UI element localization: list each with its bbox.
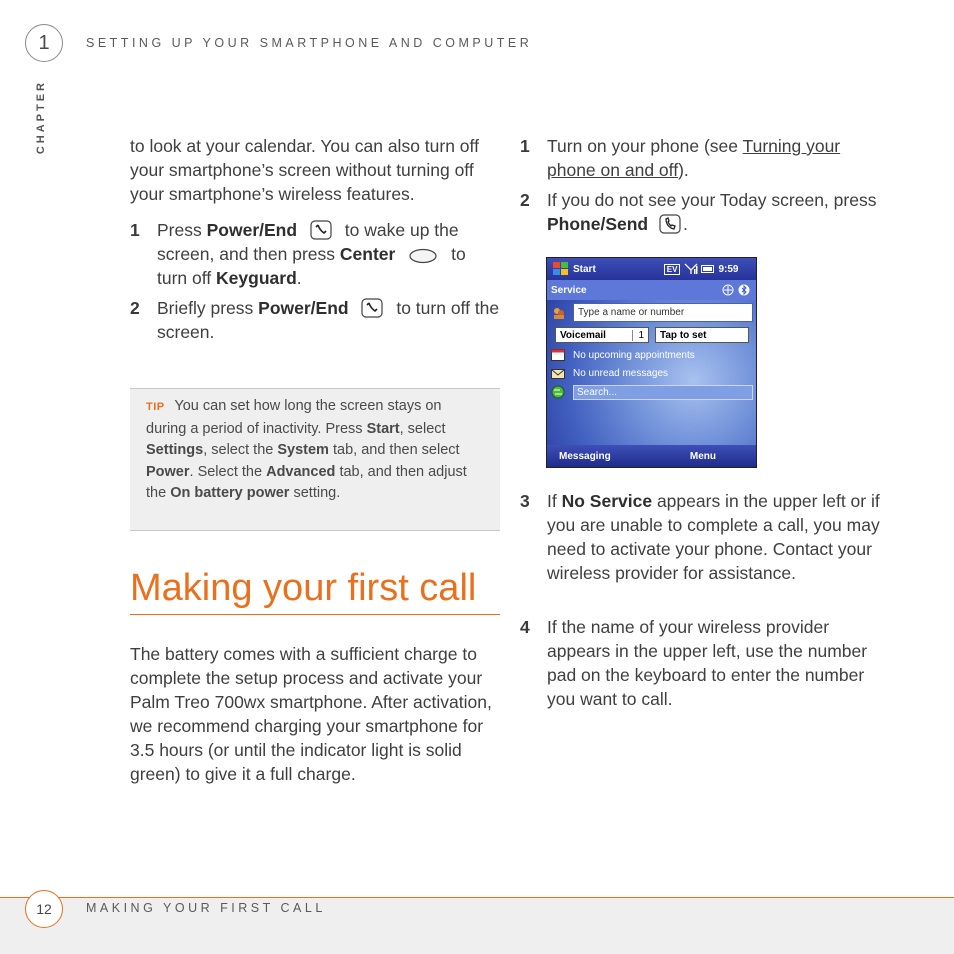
step-text: Turn on your phone (see [547,136,738,156]
search-text: Search... [577,386,618,398]
bluetooth-icon[interactable] [738,284,750,296]
tip-box [130,388,500,531]
right-step-3 [520,489,890,585]
step-text: to turn off [157,244,466,288]
step-bold: Power/End [258,298,349,318]
tip-text: You can set how long the screen stays on during a period of inactivity. Press [146,398,442,437]
tip-label: TIP [146,401,165,413]
messages-text: No unread messages [573,367,669,379]
contacts-icon [551,305,567,321]
dial-input[interactable]: Type a name or number [573,303,753,322]
step-text: . [683,214,688,234]
search-field[interactable] [573,385,753,400]
tip-text: , select [399,420,446,437]
tip-text: . Select the [189,463,263,480]
voicemail-label: Voicemail [560,329,606,341]
tip-text: tab, and then select [332,442,460,458]
power-end-key-icon [310,220,332,240]
tip-bold: Settings [146,442,204,458]
chapter-label: CHAPTER [35,80,47,155]
softkey-bar [547,445,756,467]
left-column [130,134,500,784]
phone-send-key-icon [659,214,681,234]
today-screen-image [546,257,757,468]
turning-phone-on-link[interactable]: Turning your phone on and off [547,136,841,180]
step-text: If you do not see your Today screen, press [547,190,877,210]
step-bold: Center [339,244,396,264]
message-icon [551,367,565,379]
start-label[interactable]: Start [573,263,596,275]
step-number: 1 [520,136,530,156]
power-end-key-icon [361,298,383,318]
tip-bold: Advanced [266,463,336,480]
step-text: Press [157,220,202,240]
wireless-icon[interactable] [722,284,734,296]
step-number: 1 [130,220,140,240]
step-bold: Power/End [206,220,298,240]
right-step-2 [520,188,890,236]
tip-text: , select the [203,442,274,458]
step-text: If [547,491,557,511]
step-bold: No Service [561,491,653,511]
tip-bold: System [277,442,329,458]
search-globe-icon [551,385,565,399]
intro-paragraph: to look at your calendar. You can also turn off your smartphone’s screen without turning off your smartphone’s wireless features. [130,136,479,204]
step-text: ). [678,160,689,180]
step-text: to wake up the screen, and then press [157,220,459,264]
menu-softkey[interactable]: Menu [689,450,716,462]
messaging-softkey[interactable]: Messaging [559,450,611,462]
battery-paragraph: The battery comes with a sufficient charge to complete the setup process and activate your Palm Treo 700wx smartphone. After activation, we recommend charging your smartphone for 3.5 hours (or until the indicator light is solid green) to give it a full charge. [130,644,492,784]
tip-bold: Power [146,463,190,480]
screen-body [547,300,756,447]
ev-badge: EV [664,264,681,275]
tap-to-set-label: Tap to set [660,329,707,341]
voicemail-button[interactable] [555,327,649,343]
appointments-text: No upcoming appointments [573,349,695,361]
messages-row[interactable] [547,364,756,382]
step-text: to turn off the screen. [157,298,500,342]
step-number: 2 [520,190,530,210]
tip-bold: On battery power [170,485,290,501]
service-bar [547,280,756,300]
step-number: 4 [520,617,530,637]
appointments-row[interactable] [547,346,756,364]
left-step-2 [130,296,500,344]
running-head: SETTING UP YOUR SMARTPHONE AND COMPUTER [86,36,533,50]
left-step-1 [130,218,500,290]
signal-icon [684,263,698,275]
step-number: 3 [520,491,530,511]
calendar-icon [551,349,565,361]
speed-dial-button[interactable] [655,327,749,343]
tip-text: setting. [293,485,341,501]
center-button-icon [408,248,438,264]
page-number-badge: 12 [25,890,63,928]
step-text: . [296,268,302,288]
clock: 9:59 [718,263,739,275]
step-bold: Keyguard [216,268,297,288]
step-number: 2 [130,298,140,318]
service-label: Service [551,284,587,296]
section-title: Making your first call [130,564,500,615]
right-column [520,134,890,709]
chapter-number-badge: 1 [25,24,63,62]
step-text: appears in the upper left or if you are unable to complete a call, you may need to activate your phone. Contact your wireless provider for assistance. [547,491,880,583]
footer-running-title: MAKING YOUR FIRST CALL [86,901,326,915]
battery-icon [701,265,715,273]
step-bold: Phone/Send [547,214,649,234]
right-step-4 [520,615,890,711]
voicemail-count: 1 [632,330,644,341]
tip-text: tab, and then adjust the [146,463,467,501]
windows-flag-icon [553,262,569,276]
screen-title-bar [547,258,756,280]
step-text: Briefly press [157,298,254,318]
right-step-1 [520,134,890,182]
step-text: If the name of your wireless provider appears in the upper left, use the number pad on the keyboard to enter the number you want to call. [547,617,868,709]
tip-bold: Start [366,420,400,437]
search-row[interactable] [547,383,756,401]
